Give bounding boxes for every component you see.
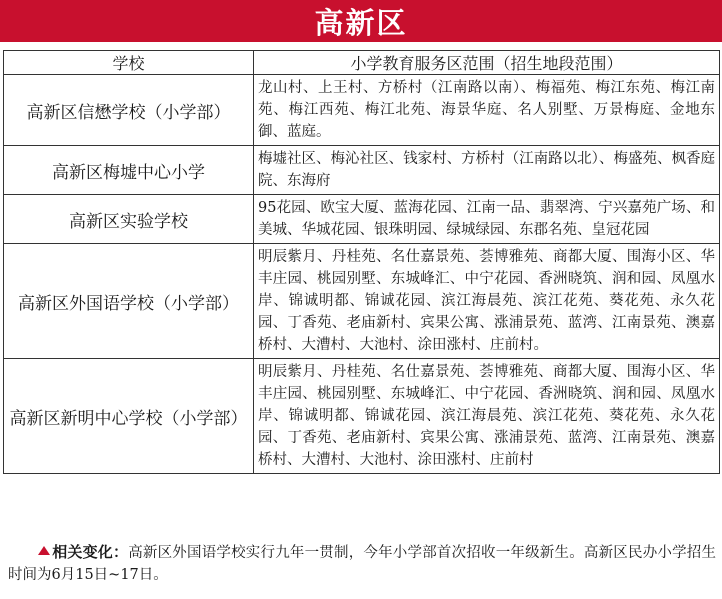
school-range: 95花园、欧宝大厦、蓝海花园、江南一品、翡翠湾、宁兴嘉苑广场、和美城、华城花园、银珠明园、绿城绿园、东郡名苑、皇冠花园 (254, 195, 720, 244)
school-range: 梅墟社区、梅沁社区、钱家村、方桥村（江南路以北）、梅盛苑、枫香庭院、东海府 (254, 146, 720, 195)
school-name: 高新区信懋学校（小学部） (4, 75, 254, 146)
note-text: 高新区外国语学校实行九年一贯制，今年小学部首次招收一年级新生。高新区民办小学招生时间为6月15日~17日。 (8, 545, 716, 583)
district-banner (0, 0, 722, 42)
school-name: 高新区外国语学校（小学部） (4, 244, 254, 359)
header-range: 小学教育服务区范围（招生地段范围） (254, 51, 720, 75)
district-title: 高新区 (314, 5, 408, 40)
table-row (4, 75, 720, 146)
school-name: 高新区新明中心学校（小学部） (4, 359, 254, 474)
note-label: 相关变化： (52, 543, 129, 561)
school-name: 高新区实验学校 (4, 195, 254, 244)
school-range: 明辰紫月、丹桂苑、名仕嘉景苑、荟博雅苑、商都大厦、围海小区、华丰庄园、桃园别墅、东城峰汇、中宁花园、香洲晓筑、润和园、凤凰水岸、锦诚明都、锦诚花园、滨江海晨苑、滨江花苑、葵花苑、永久花园、丁香苑、老庙新村、宾果公寓、涨浦景苑、蓝湾、江南景苑、澳嘉桥村、大漕村、大池村、涂田涨村、庄前村。 (254, 244, 720, 359)
arrow-up-icon (38, 546, 50, 555)
table-row (4, 195, 720, 244)
table-row (4, 359, 720, 474)
enrollment-table (3, 50, 720, 474)
table-header-row (4, 51, 720, 75)
related-changes-note (8, 541, 716, 586)
table-row (4, 146, 720, 195)
school-range: 明辰紫月、丹桂苑、名仕嘉景苑、荟博雅苑、商都大厦、围海小区、华丰庄园、桃园别墅、东城峰汇、中宁花园、香洲晓筑、润和园、凤凰水岸、锦诚明都、锦诚花园、滨江海晨苑、滨江花苑、葵花苑、永久花园、丁香苑、老庙新村、宾果公寓、涨浦景苑、蓝湾、江南景苑、澳嘉桥村、大漕村、大池村、涂田涨村、庄前村 (254, 359, 720, 474)
table-row (4, 244, 720, 359)
header-school: 学校 (4, 51, 254, 75)
school-name: 高新区梅墟中心小学 (4, 146, 254, 195)
school-range: 龙山村、上王村、方桥村（江南路以南）、梅福苑、梅江东苑、梅江南苑、梅江西苑、梅江北苑、海景华庭、名人别墅、万景梅庭、金地东御、蓝庭。 (254, 75, 720, 146)
